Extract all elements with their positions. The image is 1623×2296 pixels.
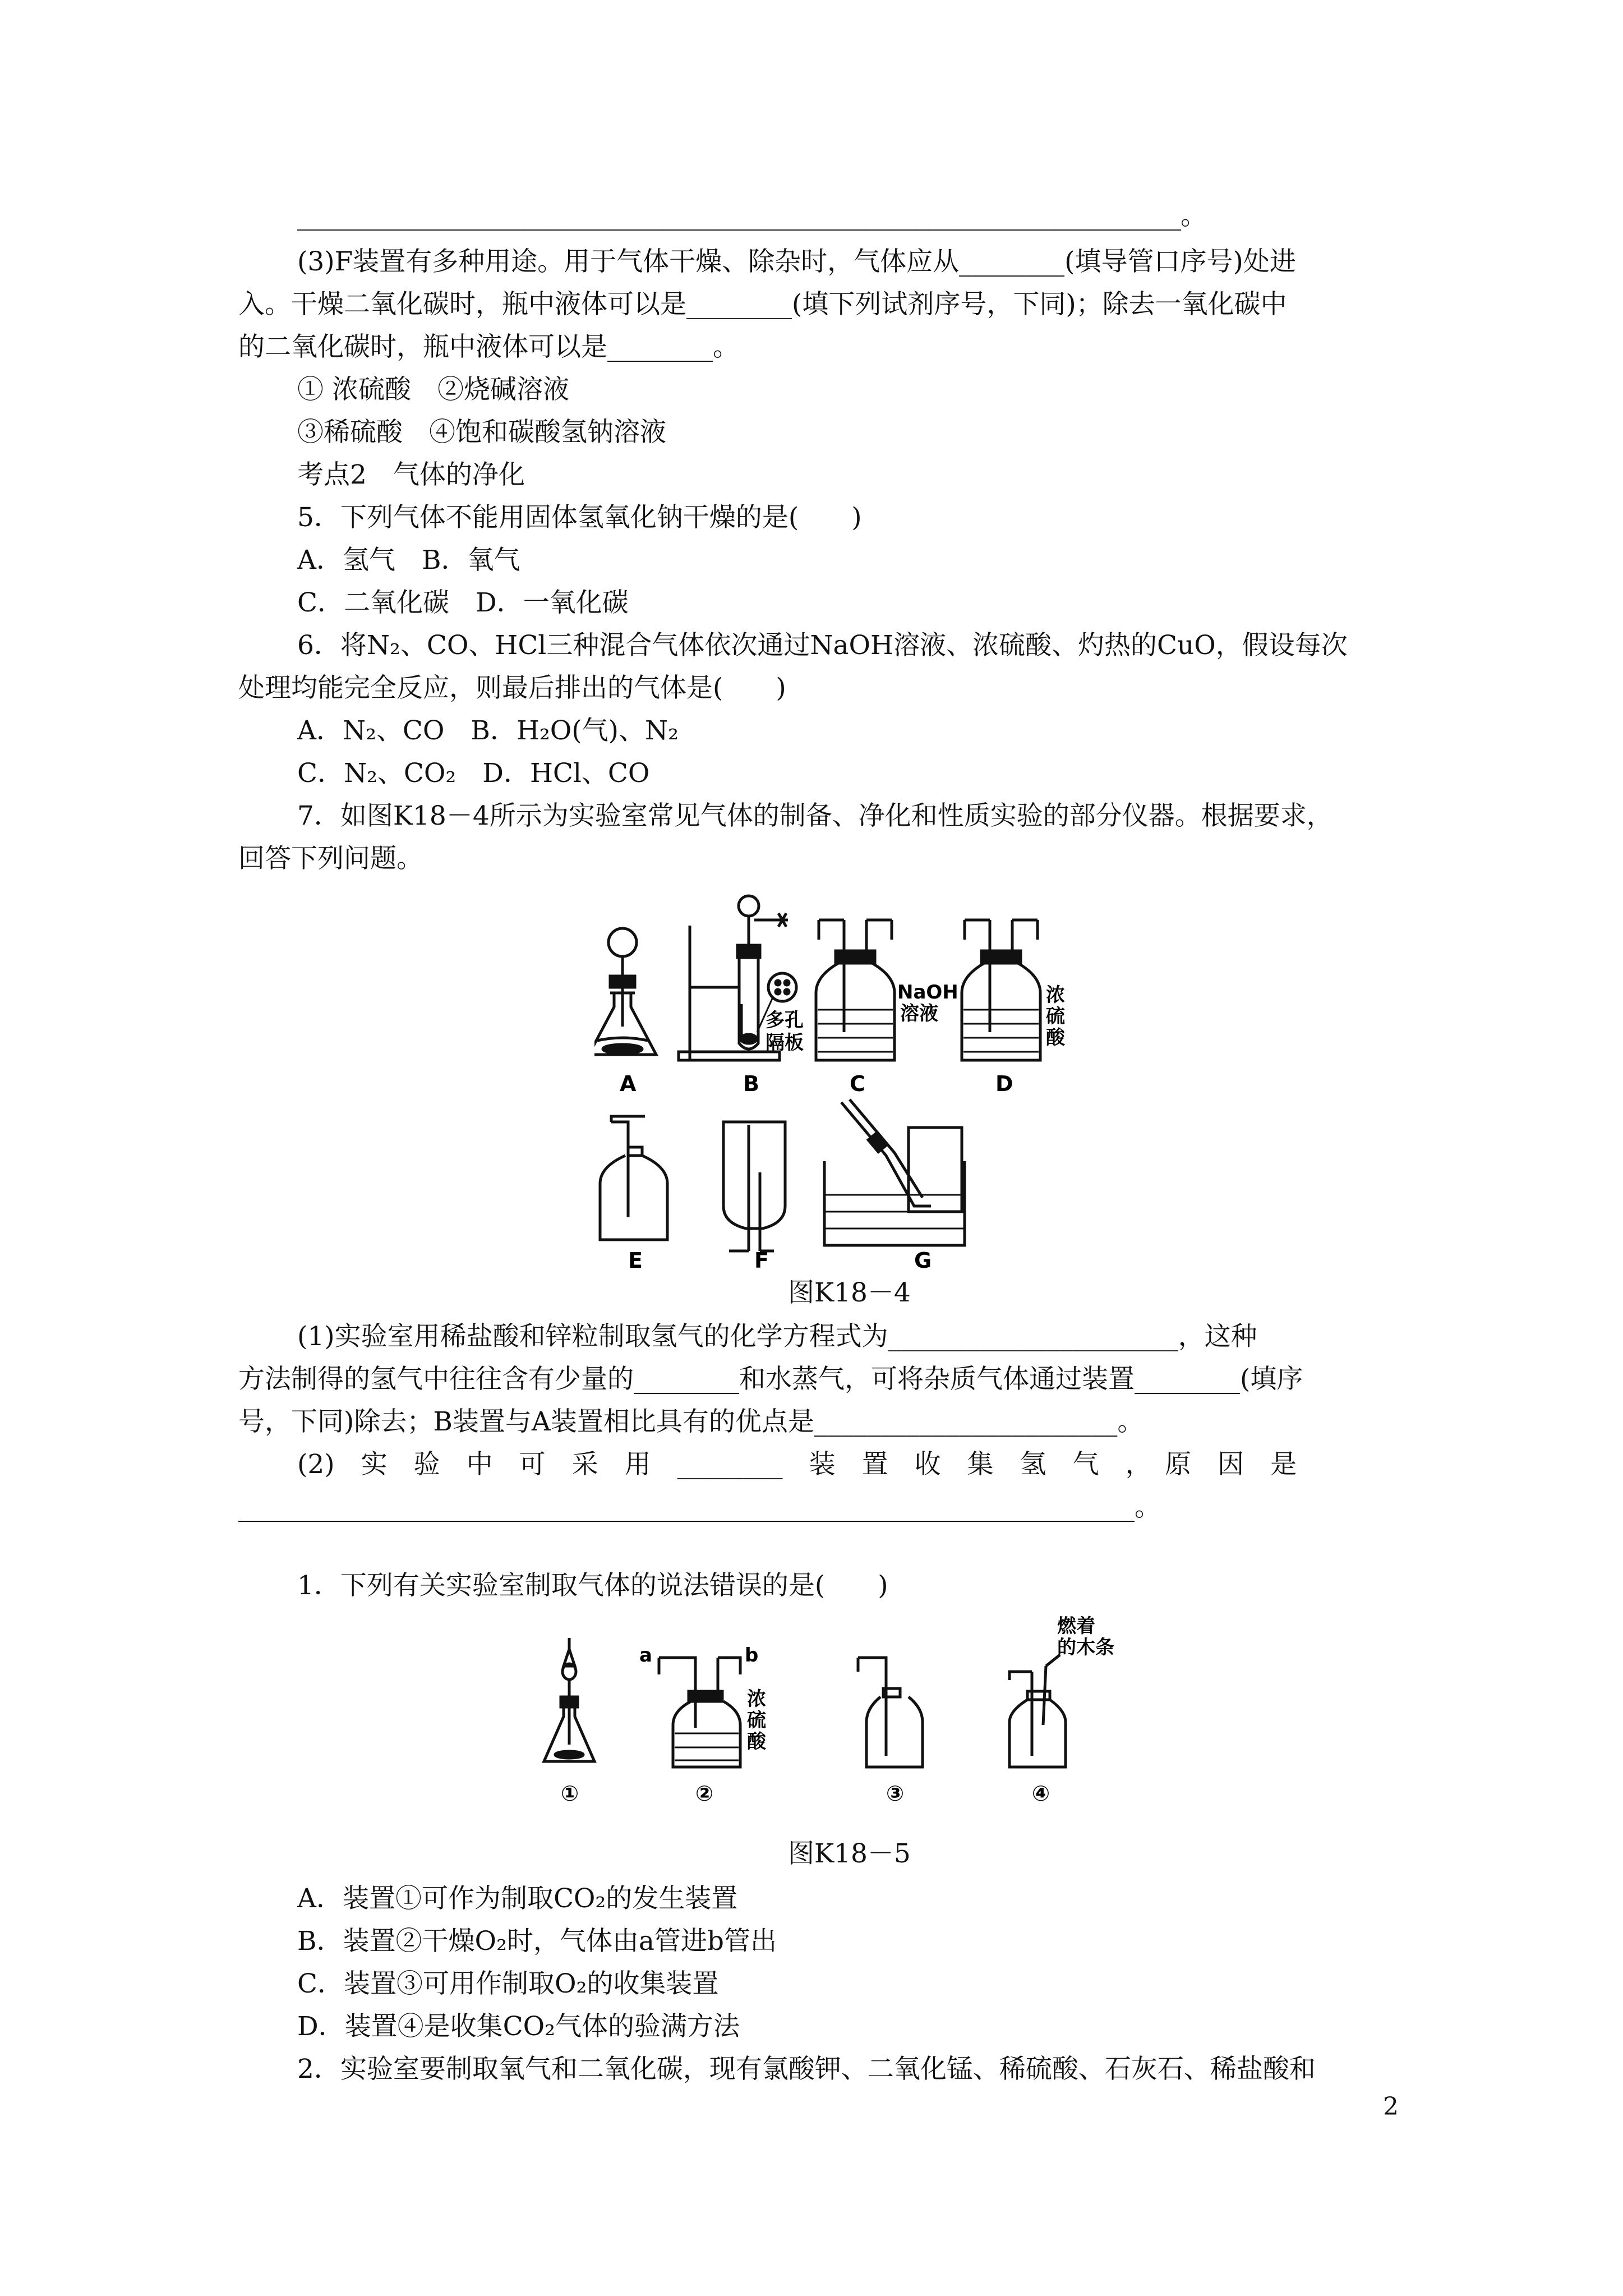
acid-label-1: 浓: [747, 1688, 766, 1710]
c-note-2: 溶液: [900, 1002, 938, 1025]
acid-label-2: 硫: [747, 1709, 766, 1732]
c-note-1: NaOH: [897, 981, 958, 1004]
label-circle-4: ④: [1032, 1781, 1050, 1806]
question-6-stem-2: 处理均能完全反应，则最后排出的气体是( ): [238, 673, 786, 703]
blank-line-top: ______________________________________________________________________。: [297, 200, 1206, 231]
exercise-1-option-b: B．装置②干燥O₂时，气体由a管进b管出: [297, 1926, 777, 1957]
figure-k18-4-labels: [594, 892, 1099, 1285]
d-note-2: 硫: [1046, 1005, 1065, 1028]
exercise-2-stem: 2．实验室要制取氧气和二氧化碳，现有氯酸钾、二氧化锰、稀硫酸、石灰石、稀盐酸和: [297, 2054, 1316, 2085]
port-b-label: b: [745, 1644, 759, 1667]
d-note-1: 浓: [1046, 984, 1065, 1006]
question-7-stem-2: 回答下列问题。: [238, 843, 423, 874]
label-circle-1: ①: [561, 1781, 579, 1806]
reagent-options-2: ③稀硫酸 ④饱和碳酸氢钠溶液: [297, 417, 666, 448]
label-circle-2: ②: [695, 1781, 714, 1806]
d-note-3: 酸: [1046, 1027, 1065, 1049]
stick-label-2: 的木条: [1057, 1636, 1114, 1659]
label-b: B: [743, 1071, 759, 1096]
question-7-stem-1: 7．如图K18－4所示为实验室常见气体的制备、净化和性质实验的部分仪器。根据要求，: [297, 800, 1333, 831]
question-7-part-2-line-2: ____________________________________________________________________。: [238, 1492, 1161, 1522]
question-7-part-2-line-1: (2) 实 验 中 可 采 用 ________ 装 置 收 集 氢 气 ， 原 因 是: [297, 1449, 1297, 1480]
port-a-label: a: [639, 1644, 652, 1667]
question-6-stem-1: 6．将N₂、CO、HCl三种混合气体依次通过NaOH溶液、浓硫酸、灼热的CuO，假设每次: [297, 630, 1348, 661]
b-note-1: 多孔: [766, 1009, 804, 1032]
figure-k18-4-caption: 图K18－4: [788, 1277, 911, 1308]
question-7-part-1-line-2: 方法制得的氢气中往往含有少量的________和水蒸气，可将杂质气体通过装置________(填序: [238, 1364, 1303, 1395]
page-number: 2: [1383, 2092, 1399, 2121]
question-5-options-ab: A．氢气 B．氧气: [297, 545, 520, 576]
question-7-part-1-line-1: (1)实验室用稀盐酸和锌粒制取氢气的化学方程式为______________________，这种: [297, 1321, 1257, 1352]
figure-k18-5-labels: [538, 1616, 1155, 1818]
stick-label-1: 燃着: [1057, 1616, 1095, 1637]
b-note-2: 隔板: [766, 1032, 804, 1054]
acid-label-3: 酸: [747, 1731, 766, 1753]
label-circle-3: ③: [886, 1781, 905, 1806]
reagent-options-1: ① 浓硫酸 ②烧碱溶液: [297, 374, 569, 405]
question-7-part-1-line-3: 号，下同)除去；B装置与A装置相比具有的优点是_______________________。: [238, 1406, 1144, 1437]
label-g: G: [914, 1248, 932, 1273]
exercise-1-option-c: C．装置③可用作制取O₂的收集装置: [297, 1968, 719, 1999]
exercise-1-option-d: D．装置④是收集CO₂气体的验满方法: [297, 2011, 740, 2042]
question-4-part-3-line-1: (3)F装置有多种用途。用于气体干燥、除杂时，气体应从________(填导管口序号)处进: [297, 246, 1296, 277]
label-e: E: [628, 1248, 643, 1273]
question-6-options-ab: A．N₂、CO B．H₂O(气)、N₂: [297, 715, 679, 746]
exercise-1-option-a: A．装置①可作为制取CO₂的发生装置: [297, 1883, 738, 1914]
question-5-options-cd: C．二氧化碳 D．一氧化碳: [297, 587, 629, 618]
question-4-part-3-line-2: 入。干燥二氧化碳时，瓶中液体可以是________(填下列试剂序号，下同)；除去一氧化碳中: [238, 289, 1287, 320]
label-a: A: [620, 1071, 637, 1096]
question-4-part-3-line-3: 的二氧化碳时，瓶中液体可以是________。: [238, 332, 739, 362]
section-heading: 考点2 气体的净化: [297, 459, 525, 490]
question-5-stem: 5．下列气体不能用固体氢氧化钠干燥的是( ): [297, 502, 862, 533]
figure-k18-5-caption: 图K18－5: [788, 1838, 911, 1869]
exercise-1-stem: 1．下列有关实验室制取气体的说法错误的是( ): [297, 1570, 888, 1601]
label-f: F: [754, 1248, 769, 1273]
question-6-options-cd: C．N₂、CO₂ D．HCl、CO: [297, 758, 650, 789]
label-c: C: [850, 1071, 865, 1096]
label-d: D: [995, 1071, 1013, 1096]
